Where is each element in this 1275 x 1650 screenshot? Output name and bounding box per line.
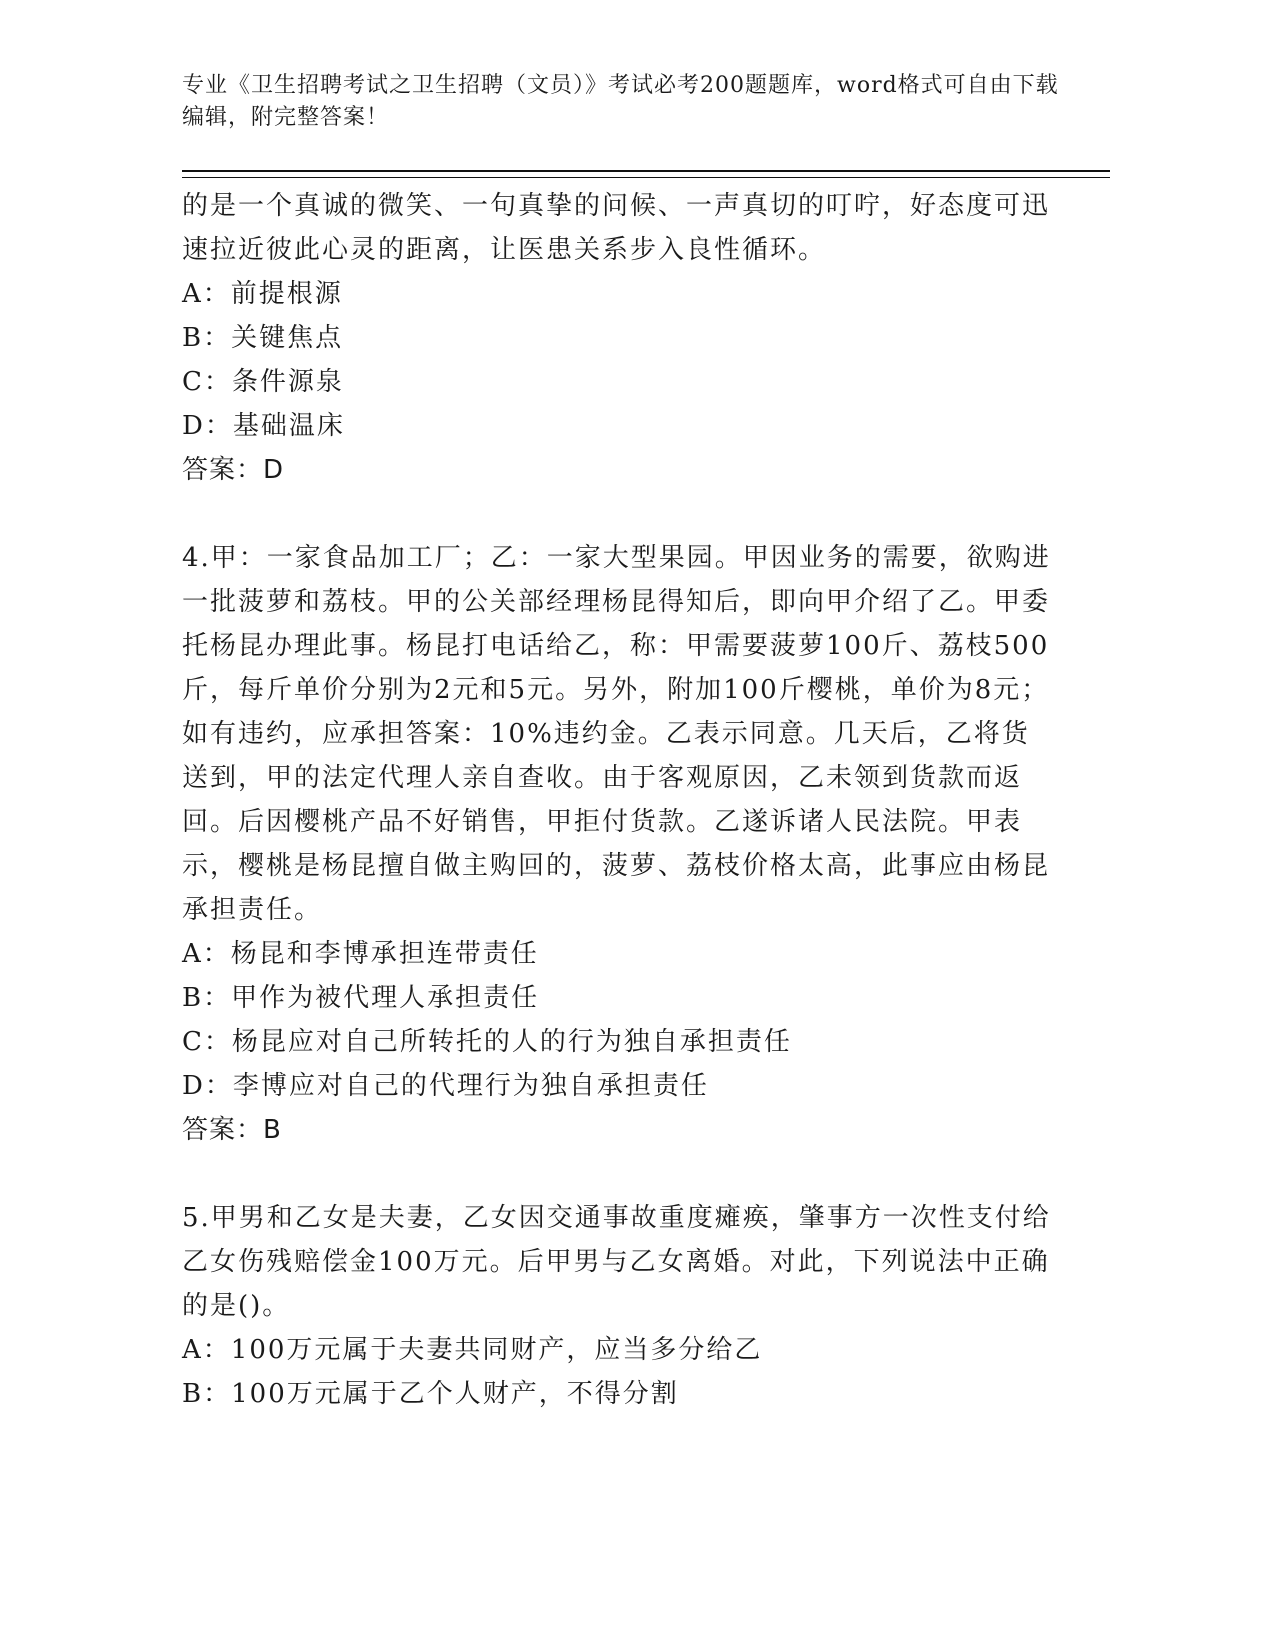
header-title: 专业《卫生招聘考试之卫生招聘（文员）》考试必考200题题库，word格式可自由下载编辑，附完整答案！ — [182, 73, 1059, 130]
question-3-option-b: B：关键焦点 — [182, 323, 344, 353]
spacer — [182, 492, 1052, 536]
question-3-answer: 答案：D — [182, 455, 285, 485]
page-header — [182, 70, 1062, 134]
question-3-option-c: C：条件源泉 — [182, 367, 344, 397]
question-3-stem: 的是一个真诚的微笑、一句真挚的问候、一声真切的叮咛，好态度可迅速拉近彼此心灵的距离，让医患关系步入良性循环。 — [182, 191, 1051, 265]
header-rule-thick — [182, 170, 1110, 172]
spacer — [182, 1152, 1052, 1196]
question-4-stem: 4.甲：一家食品加工厂；乙：一家大型果园。甲因业务的需要，欲购进一批菠萝和荔枝。甲的公关部经理杨昆得知后，即向甲介绍了乙。甲委托杨昆办理此事。杨昆打电话给乙，称：甲需要菠萝100斤、荔枝500斤，每斤单价分别为2元和5元。另外，附加100斤樱桃，单价为8元；如有违约，应承担答案：10%违约金。乙表示同意。几天后，乙将货送到，甲的法定代理人亲自查收。由于客观原因，乙未领到货款而返回。后因樱桃产品不好销售，甲拒付货款。乙遂诉诸人民法院。甲表示，樱桃是杨昆擅自做主购回的，菠萝、荔枝价格太高，此事应由杨昆承担责任。 — [182, 543, 1051, 925]
question-3 — [182, 184, 1052, 492]
question-5 — [182, 1196, 1052, 1416]
question-3-option-a: A：前提根源 — [182, 279, 343, 309]
question-5-option-b: B：100万元属于乙个人财产，不得分割 — [182, 1379, 679, 1409]
question-4-option-c: C：杨昆应对自己所转托的人的行为独自承担责任 — [182, 1027, 792, 1057]
question-4-option-a: A：杨昆和李博承担连带责任 — [182, 939, 539, 969]
question-content — [182, 184, 1052, 1416]
question-5-option-a: A：100万元属于夫妻共同财产，应当多分给乙 — [182, 1335, 763, 1365]
question-3-option-d: D：基础温床 — [182, 411, 345, 441]
question-4 — [182, 536, 1052, 1152]
question-4-option-b: B：甲作为被代理人承担责任 — [182, 983, 540, 1013]
header-rule-thin — [182, 177, 1110, 178]
question-4-option-d: D：李博应对自己的代理行为独自承担责任 — [182, 1071, 709, 1101]
question-4-answer: 答案：B — [182, 1115, 282, 1145]
question-5-stem: 5.甲男和乙女是夫妻，乙女因交通事故重度瘫痪，肇事方一次性支付给乙女伤残赔偿金100万元。后甲男与乙女离婚。对此，下列说法中正确的是()。 — [182, 1203, 1051, 1321]
